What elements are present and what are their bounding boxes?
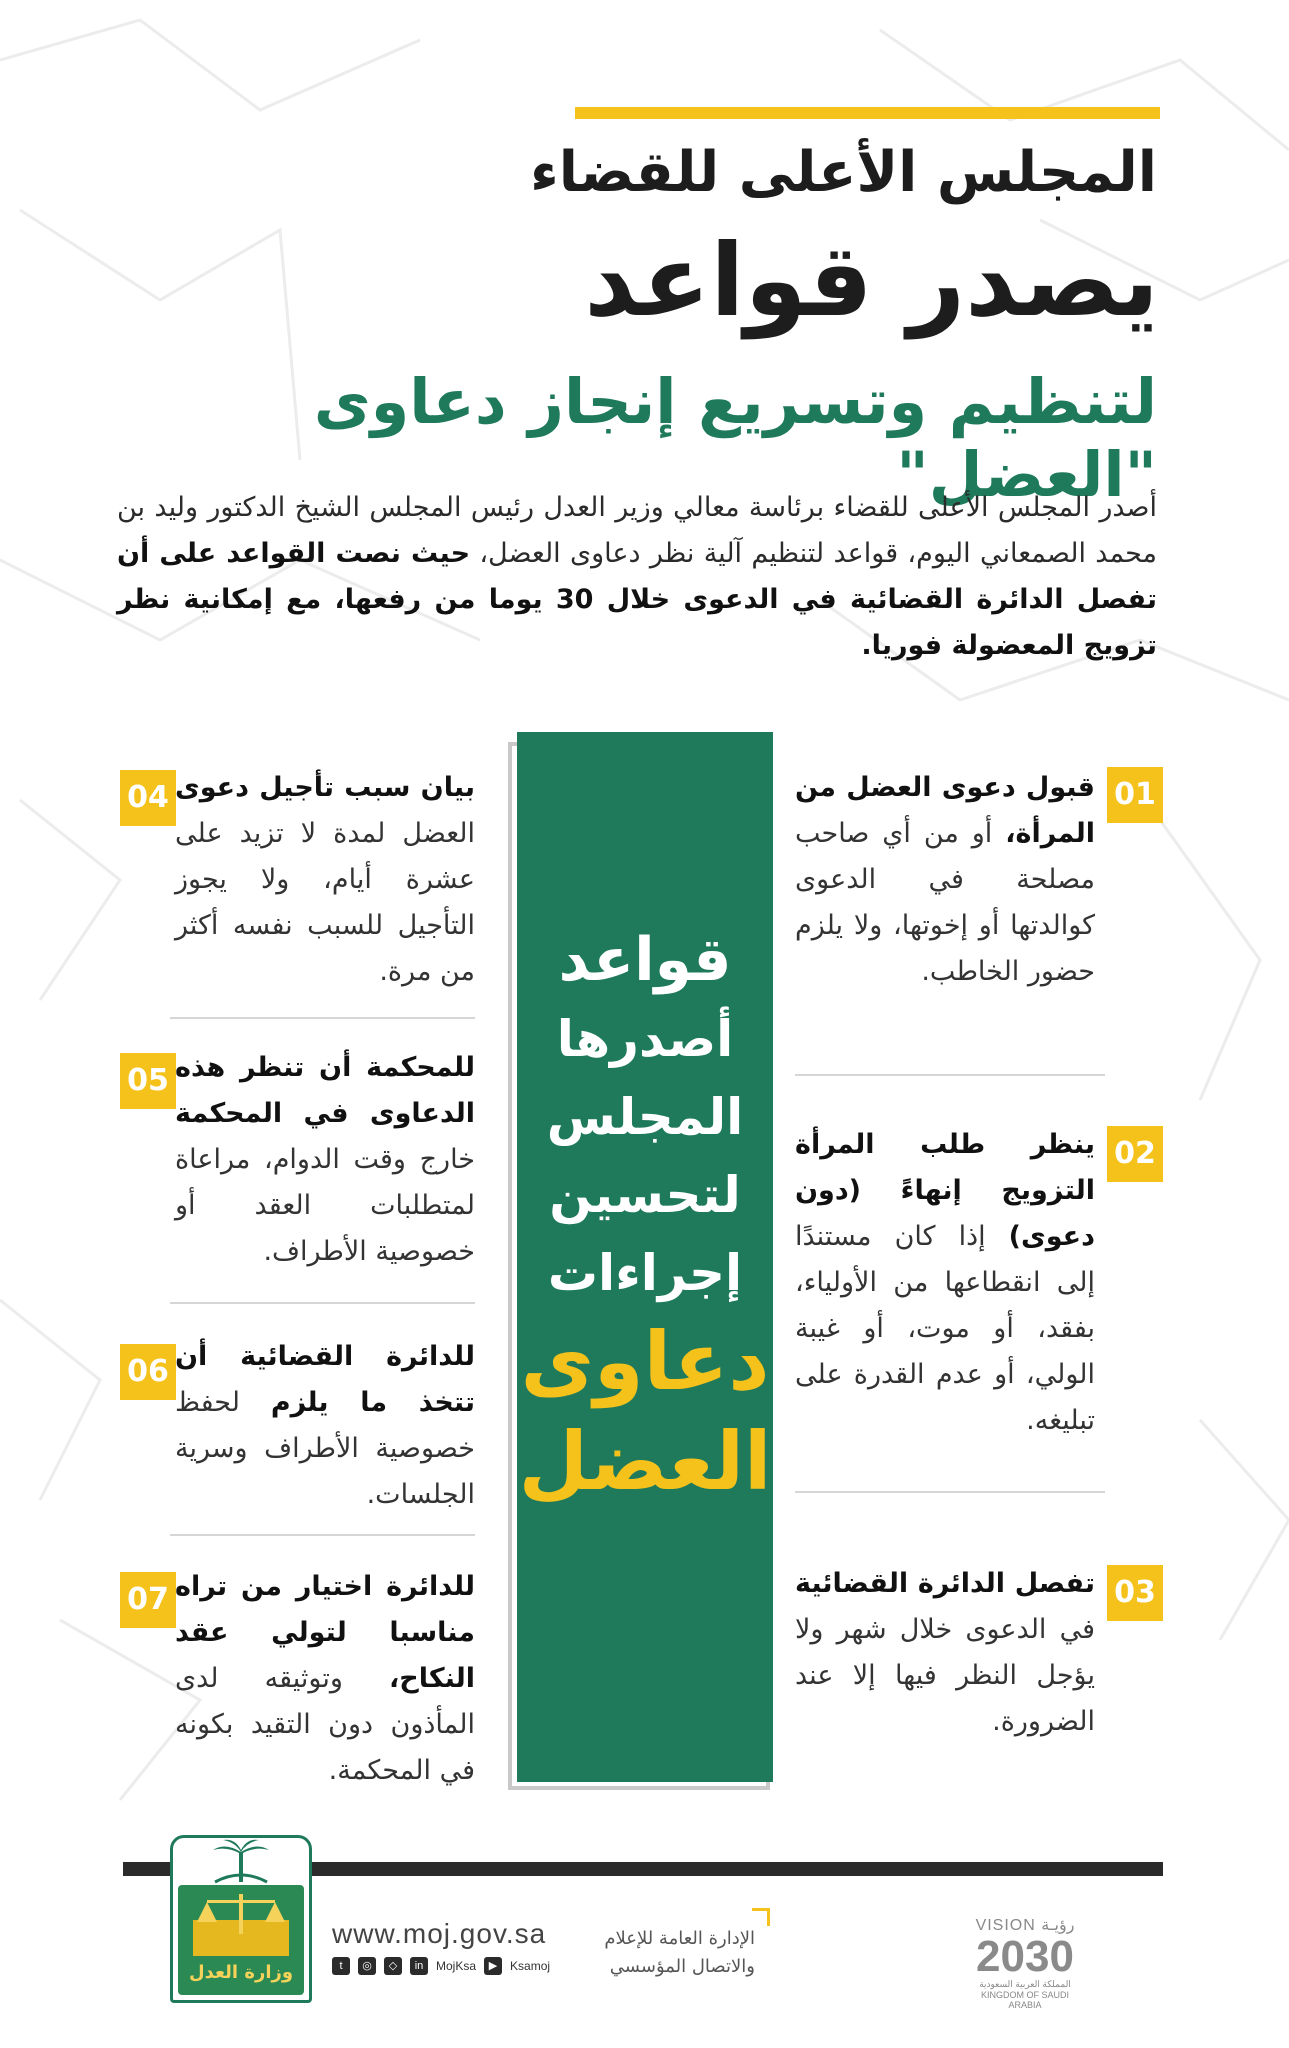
intro-paragraph [117,485,1157,669]
item-05-bold: للمحكمة أن تنظر هذه الدعاوى في المحكمة [175,1052,475,1129]
item-01-rest: أو من أي صاحب مصلحة في الدعوى كوالدتها أو إخوتها، ولا يلزم حضور الخاطب. [795,818,1095,987]
intro-bold-text: حيث نصت القواعد على أن تفصل الدائرة القضائية في الدعوى خلال 30 يوما من رفعها، مع إمكانية نظر تزويج المعضولة فوريا. [117,538,1157,661]
center-panel-text [517,920,773,1512]
item-04-rest: العضل لمدة لا تزيد على عشرة أيام، ولا يجوز التأجيل للسبب نفسه أكثر من مرة. [175,818,475,987]
item-number-01: 01 [1107,767,1163,823]
linkedin-icon[interactable]: in [410,1957,428,1975]
item-07-bold: للدائرة اختيار من تراه مناسبا لتولي عقد النكاح، [175,1571,475,1694]
item-07 [175,1564,475,1794]
dept-line-2: والاتصال المؤسسي [609,1956,755,1977]
center-line-5: إجراءات [547,1244,743,1302]
website-link[interactable]: www.moj.gov.sa [332,1918,547,1949]
item-number-04: 04 [120,770,176,826]
item-number-07: 07 [120,1572,176,1628]
center-line-2: أصدرها [556,1010,734,1068]
item-05 [175,1045,475,1275]
item-03-rest: في الدعوى خلال شهر ولا يؤجل النظر فيها إلا عند الضرورة. [795,1614,1095,1737]
social-links [332,1957,550,1975]
item-number-06: 06 [120,1344,176,1400]
item-02-bold: ينظر طلب المرأة التزويج إنهاءً (دون دعوى) [795,1129,1095,1252]
center-line-4: لتحسين [549,1166,741,1224]
divider [170,1534,475,1536]
center-line-1: قواعد [558,925,732,995]
item-04-bold: بيان سبب تأجيل دعوى [175,772,475,803]
item-06 [175,1334,475,1518]
item-04 [175,765,475,995]
dept-line-1: الإدارة العامة للإعلام [604,1928,755,1949]
dept-corner-accent [752,1908,770,1926]
divider [170,1302,475,1304]
center-line-6: دعاوى [520,1315,770,1408]
item-03-bold: تفصل الدائرة القضائية [795,1568,1095,1599]
intro-regular-text: أصدر المجلس الأعلى للقضاء برئاسة معالي وزير العدل رئيس المجلس الشيخ الدكتور وليد بن محمد الصمعاني اليوم، قواعد لتنظيم آلية نظر دعاوى العضل، [117,492,1157,569]
palm-swords-icon [205,1838,277,1886]
divider [795,1491,1105,1493]
department-name [595,1925,755,1981]
social-handle-2: Ksamoj [510,1959,551,1973]
item-07-rest: وتوثيقه لدى المأذون دون التقيد بكونه في المحكمة. [175,1663,475,1786]
vision-2030-logo [965,1915,1085,2010]
item-06-rest: لحفظ خصوصية الأطراف وسرية الجلسات. [175,1387,475,1510]
vision-year: 2030 [976,1932,1074,1981]
item-03 [795,1561,1095,1745]
center-line-3: المجلس [546,1088,744,1146]
divider [795,1074,1105,1076]
divider [170,1017,475,1019]
header-accent-bar [575,107,1160,119]
item-number-03: 03 [1107,1565,1163,1621]
center-line-7: العضل [518,1415,772,1508]
item-number-05: 05 [120,1053,176,1109]
item-06-bold: للدائرة القضائية أن تتخذ ما يلزم [175,1341,475,1418]
social-handle-1: MojKsa [436,1959,477,1973]
item-02-rest: إذا كان مستندًا إلى انقطاعها من الأولياء، بفقد، أو موت، أو غيبة الولي، أو عدم القدرة على تبليغه. [795,1221,1095,1436]
instagram-icon[interactable]: ◎ [358,1957,376,1975]
snapchat-icon[interactable]: ◇ [384,1957,402,1975]
vision-label: VISION رؤيـة [975,1917,1075,1934]
item-number-02: 02 [1107,1126,1163,1182]
vision-kingdom-en: KINGDOM OF SAUDI ARABIA [980,1990,1069,2010]
title-line-3: لتنظيم وتسريع إنجاز دعاوى "العضل" [313,365,1157,511]
logo-text: وزارة العدل [188,1962,294,1983]
item-01-bold: قبول دعوى العضل من المرأة، [795,772,1095,849]
item-01 [795,765,1095,995]
scales-book-icon [185,1890,297,1960]
twitter-icon[interactable]: t [332,1957,350,1975]
youtube-icon[interactable]: ▶ [484,1957,502,1975]
title-line-1: المجلس الأعلى للقضاء [530,140,1157,205]
item-05-rest: خارج وقت الدوام، مراعاة لمتطلبات العقد أو خصوصية الأطراف. [175,1144,475,1267]
vision-kingdom-ar: المملكة العربية السعودية [979,1979,1071,1989]
item-02 [795,1122,1095,1444]
title-line-2: يصدر قواعد [584,222,1159,339]
